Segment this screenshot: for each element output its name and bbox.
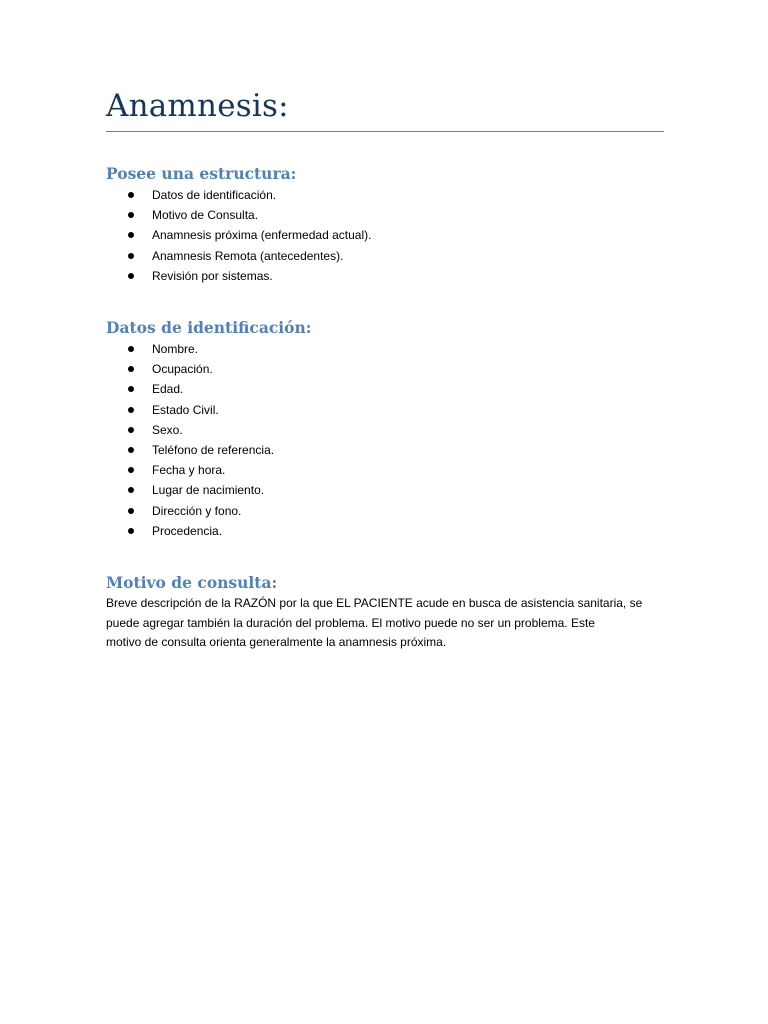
- list-item: [106, 521, 666, 541]
- list-item: [106, 379, 666, 399]
- list-item-text: Ocupación.: [152, 362, 213, 377]
- bullet-icon: [128, 508, 134, 514]
- bullet-icon: [128, 447, 134, 453]
- bullet-icon: [128, 192, 134, 198]
- list-item-text: Dirección y fono.: [152, 503, 242, 518]
- bullet-icon: [128, 253, 134, 259]
- bullet-icon: [128, 232, 134, 238]
- motivo-consulta-paragraph: [106, 594, 662, 653]
- bullet-icon: [128, 273, 134, 279]
- list-item-text: Procedencia.: [152, 523, 223, 538]
- paragraph-line: Breve descripción de la RAZÓN por la que EL PACIENTE acude en busca de asistencia sanitaria, se: [106, 596, 643, 610]
- list-item: [106, 185, 666, 205]
- bullet-icon: [128, 427, 134, 433]
- list-item: [106, 400, 666, 420]
- title-underline-rule: [106, 131, 664, 132]
- list-item-text: Datos de identificación.: [152, 188, 277, 202]
- list-item-text: Anamnesis próxima (enfermedad actual).: [152, 228, 372, 243]
- section-heading-estructura: Posee una estructura:: [106, 164, 297, 183]
- list-item: [106, 246, 666, 266]
- bullet-list-datos-identificacion: [106, 339, 666, 541]
- list-item: [106, 420, 666, 440]
- paragraph-line: motivo de consulta orienta generalmente la anamnesis próxima.: [106, 635, 447, 649]
- bullet-icon: [128, 366, 134, 372]
- section-datos-identificacion: [106, 318, 666, 541]
- list-item: [106, 460, 666, 480]
- list-item: [106, 339, 666, 359]
- bullet-icon: [128, 407, 134, 413]
- bullet-icon: [128, 212, 134, 218]
- list-item-text: Sexo.: [152, 422, 183, 437]
- list-item-text: Estado Civil.: [152, 402, 219, 417]
- list-item: [106, 225, 666, 245]
- list-item: [106, 205, 666, 225]
- list-item-text: Revisión por sistemas.: [152, 268, 273, 283]
- page-title: Anamnesis:: [106, 88, 289, 124]
- bullet-icon: [128, 467, 134, 473]
- list-item: [106, 480, 666, 500]
- bullet-icon: [128, 386, 134, 392]
- list-item: [106, 501, 666, 521]
- paragraph-line: puede agregar también la duración del problema. El motivo puede no ser un problema. Este: [106, 615, 595, 630]
- list-item: [106, 440, 666, 460]
- bullet-list-estructura: [106, 185, 666, 286]
- list-item-text: Teléfono de referencia.: [152, 442, 275, 457]
- section-estructura: [106, 164, 666, 286]
- list-item-text: Motivo de Consulta.: [152, 208, 259, 223]
- section-motivo-consulta: [106, 573, 666, 653]
- list-item: [106, 359, 666, 379]
- list-item-text: Edad.: [152, 382, 184, 397]
- list-item: [106, 266, 666, 286]
- list-item-text: Nombre.: [152, 342, 199, 356]
- section-heading-datos-identificacion: Datos de identificación:: [106, 318, 312, 337]
- section-heading-motivo-consulta: Motivo de consulta:: [106, 573, 278, 592]
- list-item-text: Lugar de nacimiento.: [152, 483, 265, 498]
- bullet-icon: [128, 528, 134, 534]
- list-item-text: Anamnesis Remota (antecedentes).: [152, 248, 344, 263]
- list-item-text: Fecha y hora.: [152, 463, 226, 478]
- bullet-icon: [128, 487, 134, 493]
- bullet-icon: [128, 346, 134, 352]
